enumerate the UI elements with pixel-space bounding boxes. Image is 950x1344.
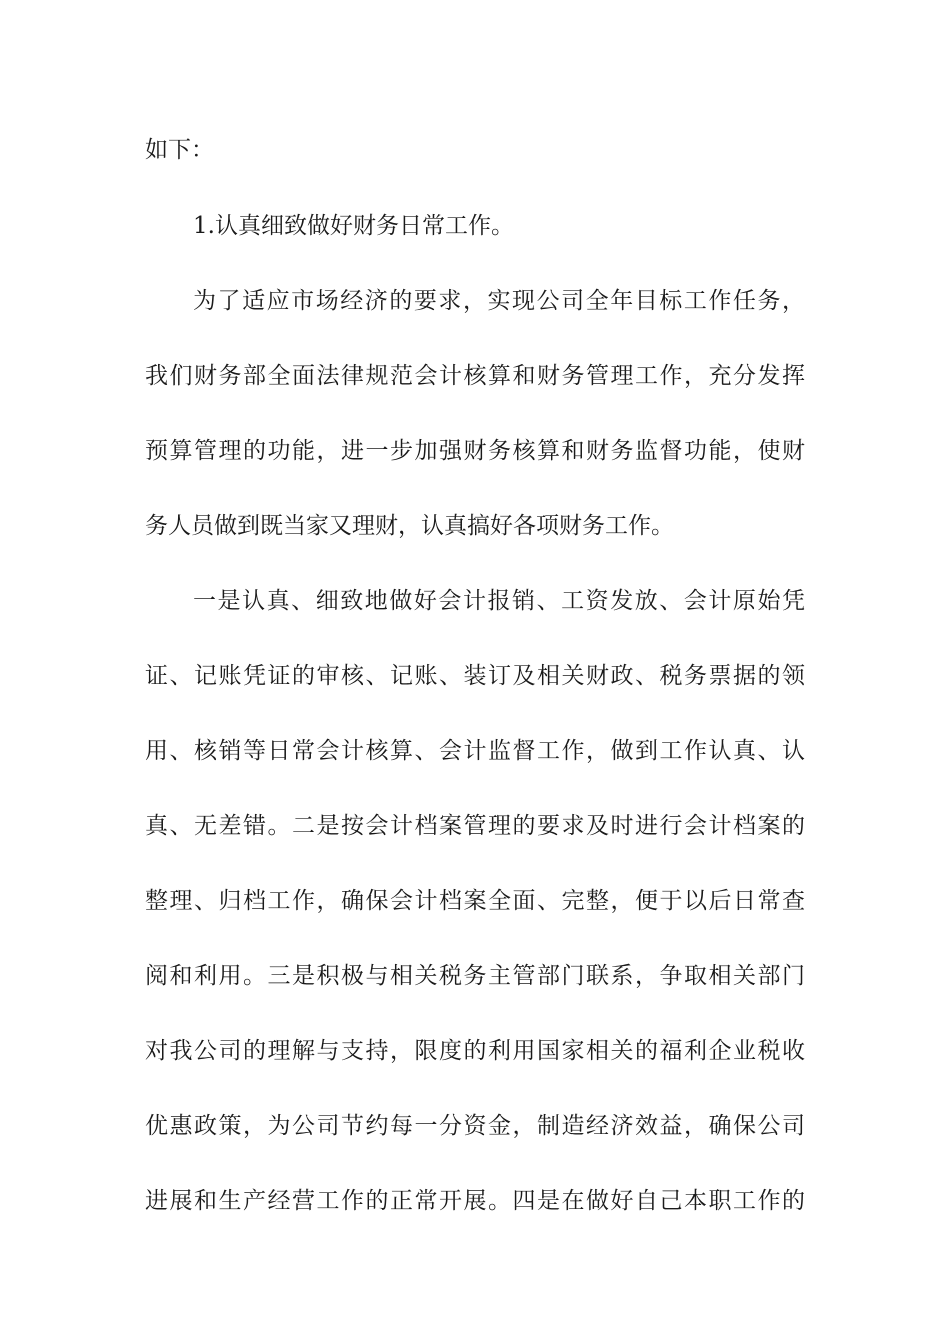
text-line: 证、记账凭证的审核、记账、装订及相关财政、税务票据的领 — [145, 663, 805, 689]
text-line: 整理、归档工作，确保会计档案全面、完整，便于以后日常查 — [145, 888, 805, 914]
text-line: 务人员做到既当家又理财，认真搞好各项财务工作。 — [145, 513, 674, 539]
text-line: 进展和生产经营工作的正常开展。四是在做好自己本职工作的 — [145, 1188, 805, 1214]
text-line: 预算管理的功能，进一步加强财务核算和财务监督功能，使财 — [145, 438, 805, 464]
text-line: 对我公司的理解与支持，限度的利用国家相关的福利企业税收 — [145, 1038, 805, 1064]
text-line: 一是认真、细致地做好会计报销、工资发放、会计原始凭 — [193, 588, 805, 614]
section-heading: 1.认真细致做好财务日常工作。 — [193, 213, 514, 239]
text-line: 阅和利用。三是积极与相关税务主管部门联系，争取相关部门 — [145, 963, 805, 989]
text-line: 真、无差错。二是按会计档案管理的要求及时进行会计档案的 — [145, 813, 805, 839]
text-line: 优惠政策，为公司节约每一分资金，制造经济效益，确保公司 — [145, 1113, 805, 1139]
text-line: 为了适应市场经济的要求，实现公司全年目标工作任务， — [193, 288, 805, 314]
text-line: 如下： — [145, 137, 214, 163]
text-line: 用、核销等日常会计核算、会计监督工作，做到工作认真、认 — [145, 738, 805, 764]
text-line: 我们财务部全面法律规范会计核算和财务管理工作，充分发挥 — [145, 363, 805, 389]
